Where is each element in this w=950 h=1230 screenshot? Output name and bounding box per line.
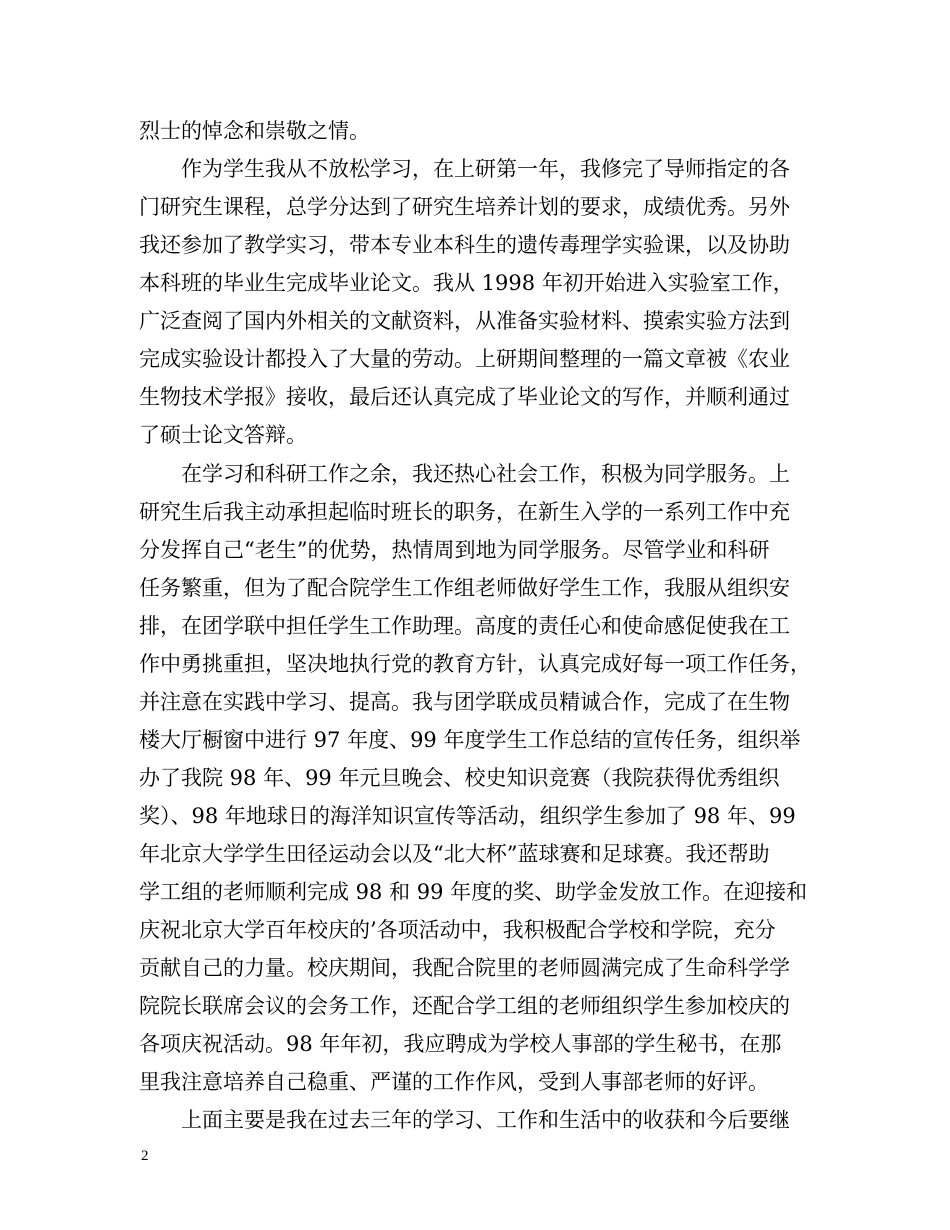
- text-line: 学工组的老师顺利完成 98 和 99 年度的奖、助学金发放工作。在迎接和: [139, 880, 808, 904]
- text-line: 了硕士论文答辩。: [139, 423, 307, 447]
- text-line: 奖）、98 年地球日的海洋知识宣传等活动，组织学生参加了 98 年、99: [139, 804, 796, 828]
- text-line: 门研究生课程，总学分达到了研究生培养计划的要求，成绩优秀。另外: [139, 195, 790, 219]
- page-number: 2: [141, 1148, 149, 1164]
- text-line: 生物技术学报》接收，最后还认真完成了毕业论文的写作，并顺利通过: [139, 385, 790, 409]
- text-line: 作中勇挑重担，坚决地执行党的教育方针，认真完成好每一项工作任务，: [139, 652, 811, 676]
- text-line: 院院长联席会议的会务工作，还配合学工组的老师组织学生参加校庆的: [139, 994, 790, 1018]
- text-line: 里我注意培养自己稳重、严谨的工作作风，受到人事部老师的好评。: [139, 1070, 769, 1094]
- paragraph-first-line: 上面主要是我在过去三年的学习、工作和生活中的收获和今后要继: [181, 1108, 790, 1132]
- text-line: 研究生后我主动承担起临时班长的职务，在新生入学的一系列工作中充: [139, 500, 790, 524]
- text-line: 烈士的悼念和崇敬之情。: [139, 119, 370, 143]
- text-line: 并注意在实践中学习、提高。我与团学联成员精诚合作，完成了在生物: [139, 690, 790, 714]
- text-line: 年北京大学学生田径运动会以及“北大杯”蓝球赛和足球赛。我还帮助: [139, 842, 770, 866]
- text-line: 本科班的毕业生完成毕业论文。我从 1998 年初开始进入实验室工作，: [139, 271, 794, 295]
- text-line: 分发挥自己“老生”的优势，热情周到地为同学服务。尽管学业和科研: [139, 538, 770, 562]
- text-line: 庆祝北京大学百年校庆的’各项活动中，我积极配合学校和学院，充分: [139, 918, 776, 942]
- text-line: 我还参加了教学实习，带本专业本科生的遗传毒理学实验课，以及协助: [139, 233, 790, 257]
- text-line: 贡献自己的力量。校庆期间，我配合院里的老师圆满完成了生命科学学: [139, 956, 790, 980]
- text-line: 办了我院 98 年、99 年元旦晚会、校史知识竞赛（我院获得优秀组织: [139, 766, 780, 790]
- paragraph-first-line: 在学习和科研工作之余，我还热心社会工作，积极为同学服务。上: [181, 462, 790, 486]
- paragraph-first-line: 作为学生我从不放松学习，在上研第一年，我修完了导师指定的各: [181, 157, 790, 181]
- text-line: 广泛查阅了国内外相关的文献资料，从准备实验材料、摸索实验方法到: [139, 309, 790, 333]
- text-line: 完成实验设计都投入了大量的劳动。上研期间整理的一篇文章被《农业: [139, 347, 790, 371]
- text-line: 楼大厅橱窗中进行 97 年度、99 年度学生工作总结的宣传任务，组织举: [139, 728, 801, 752]
- text-line: 任务繁重，但为了配合院学生工作组老师做好学生工作，我服从组织安: [139, 576, 790, 600]
- text-line: 排，在团学联中担任学生工作助理。高度的责任心和使命感促使我在工: [139, 614, 790, 638]
- text-line: 各项庆祝活动。98 年年初，我应聘成为学校人事部的学生秘书，在那: [139, 1032, 782, 1056]
